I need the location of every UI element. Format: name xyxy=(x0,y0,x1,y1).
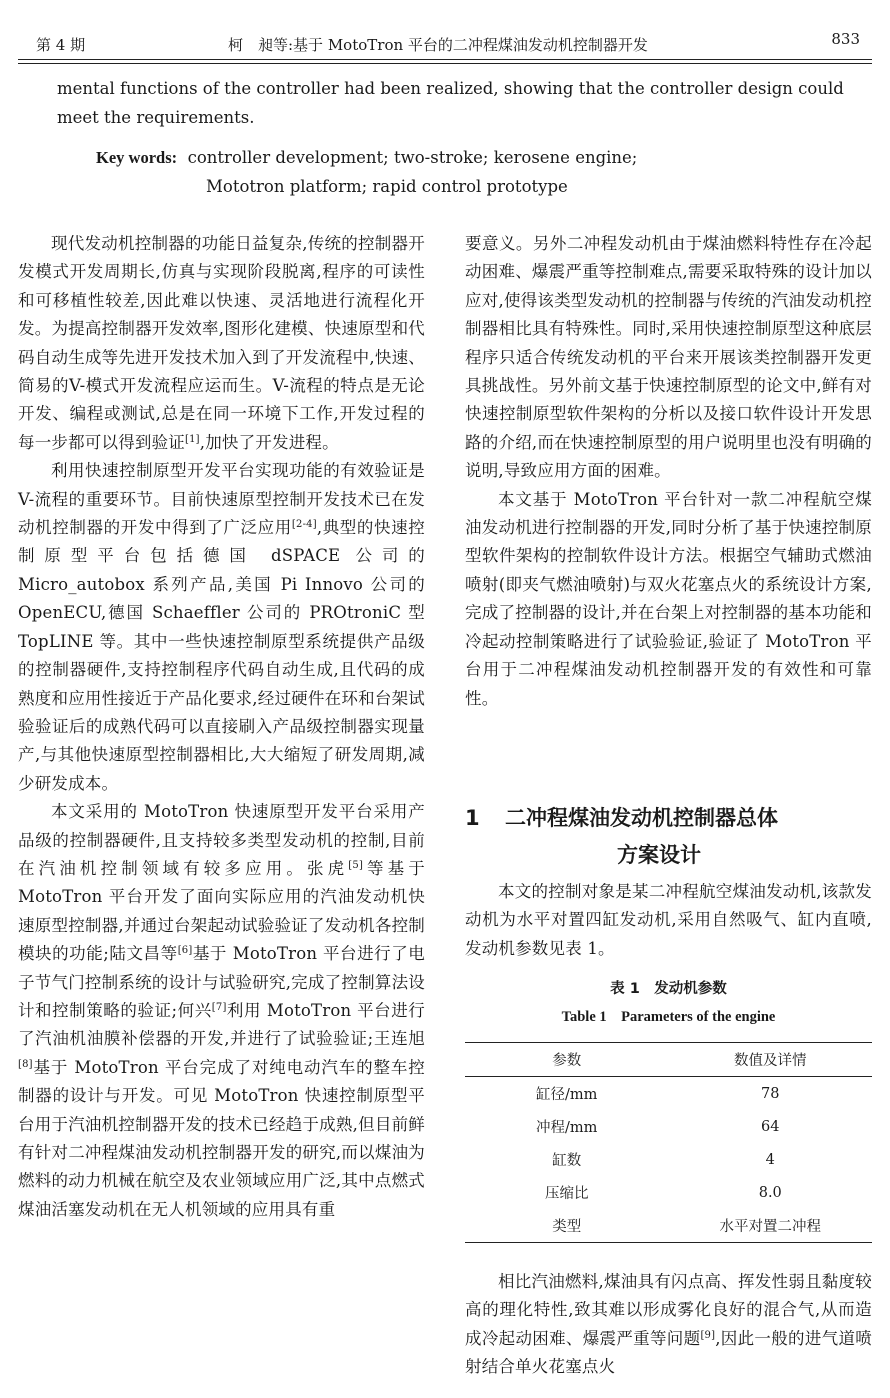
abstract-line: mental functions of the controller had been realized, showing that the controller design could xyxy=(57,79,844,98)
paragraph: 本文基于 MotoTron 平台针对一款二冲程航空煤油发动机进行控制器的开发,同时分析了基于快速控制原型软件架构的控制软件设计方法。根据空气辅助式燃油喷射(即夹气燃油喷射)与双火花塞点火的系统设计方案,完成了控制器的设计,并在台架上对控制器的基本功能和冷起动控制策略进行了试验验证,验证了 MotoTron 平台用于二冲程煤油发动机控制器开发的有效性和可靠性。 xyxy=(465,489,872,708)
section-number: 1 xyxy=(465,806,480,830)
issue-number: 第 4 期 xyxy=(36,36,86,54)
table-header: 参数 xyxy=(552,1053,582,1069)
table-cell: 64 xyxy=(761,1118,780,1135)
running-title: 柯 昶等:基于 MotoTron 平台的二冲程煤油发动机控制器开发 xyxy=(228,36,648,54)
citation: [2-4] xyxy=(291,519,317,531)
header-rule-thick xyxy=(18,59,872,60)
table-row xyxy=(465,1077,872,1111)
section-title: 方案设计 xyxy=(617,843,701,867)
header-rule-thin xyxy=(18,63,872,64)
table-cell: 水平对置二冲程 xyxy=(719,1219,821,1235)
table-cell: 压缩比 xyxy=(545,1186,589,1202)
table-header: 数值及详情 xyxy=(734,1053,807,1069)
section-intro xyxy=(465,878,872,963)
table-cell: 8.0 xyxy=(758,1184,782,1201)
table-row xyxy=(465,1176,872,1209)
table-caption-cn: 表 1 发动机参数 xyxy=(610,981,727,997)
table-row xyxy=(465,1143,872,1176)
citation: [6] xyxy=(177,945,193,957)
section-title: 二冲程煤油发动机控制器总体 xyxy=(505,806,778,830)
citation: [8] xyxy=(18,1058,33,1070)
paragraph: 要意义。另外二冲程发动机由于煤油燃料特性存在冷起动困难、爆震严重等控制难点,需要采取特殊的设计加以应对,使得该类型发动机的控制器与传统的汽油发动机控制器相比具有特殊性。同时,采用快速控制原型这种底层程序只适合传统发动机的平台来开展该类控制器开发更具挑战性。另外前文基于快速控制原型的论文中,鲜有对快速控制原型软件架构的分析以及接口软件设计开发思路的介绍,而在快速控制原型的用户说明里也没有明确的说明,导致应用方面的困难。 xyxy=(465,234,872,481)
citation: [9] xyxy=(700,1329,716,1341)
table-cell: 冲程/mm xyxy=(536,1120,598,1136)
table-cell: 类型 xyxy=(552,1219,582,1235)
body-column-right xyxy=(465,230,872,713)
paragraph: 相比汽油燃料,煤油具有闪点高、挥发性弱且黏度较高的理化特性,致其难以形成雾化良好的混合气,从而造成冷起动困难、爆震严重等问题[9],因此一般的进气道喷射结合单火花塞点火 xyxy=(465,1272,872,1377)
table-header-row xyxy=(465,1043,872,1077)
keywords xyxy=(96,143,856,201)
table-cell: 78 xyxy=(761,1085,780,1102)
engine-parameters-table xyxy=(465,1042,872,1243)
table-cell: 缸数 xyxy=(552,1153,582,1169)
body-column-left xyxy=(18,230,425,1224)
table-caption-en: Table 1 Parameters of the engine xyxy=(561,1009,776,1025)
citation: [7] xyxy=(211,1001,227,1013)
table-row xyxy=(465,1209,872,1243)
paragraph: 本文的控制对象是某二冲程航空煤油发动机,该款发动机为水平对置四缸发动机,采用自然吸气、缸内直喷,发动机参数见表 1。 xyxy=(465,882,872,958)
keywords-line: controller development; two-stroke; kerosene engine; xyxy=(187,148,638,167)
citation: [5] xyxy=(348,859,364,871)
paragraph: 现代发动机控制器的功能日益复杂,传统的控制器开发模式开发周期长,仿真与实现阶段脱离,程序的可读性和可移植性较差,因此难以快速、灵活地进行流程化开发。为提高控制器开发效率,图形化建模、快速原型和代码自动生成等先进开发技术加入到了开发流程中,快速、简易的V-模式开发流程应运而生。V-流程的特点是无论开发、编程或测试,总是在同一环境下工作,开发过程的每一步都可以得到验证[1],加快了开发进程。 xyxy=(18,234,425,452)
running-header xyxy=(18,30,872,58)
keywords-line: Mototron platform; rapid control prototype xyxy=(206,177,568,196)
table-row xyxy=(465,1110,872,1143)
citation: [1] xyxy=(185,433,200,445)
page-number: 833 xyxy=(831,30,860,48)
table-cell: 缸径/mm xyxy=(536,1087,598,1103)
abstract-tail xyxy=(57,74,847,132)
paragraph: 利用快速控制原型开发平台实现功能的有效验证是 V-流程的重要环节。目前快速原型控制开发技术已在发动机控制器的开发中得到了广泛应用[2-4],典型的快速控制原型平台包括德国 dSPACE 公司的 Micro_autobox 系列产品,美国 Pi Innovo 公司的 OpenECU,德国 Schaeffler 公司的 PROtroniC 型 TopLINE 等。其中一些快速控制原型系统提供产品级的控制器硬件,支持控制程序代码自动生成,且代码的成熟度和应用性接近于产品化要求,经过硬件在环和台架试验验证后的成熟代码可以直接刷入产品级控制器实现量产,与其他快速原型控制器相比,大大缩短了研发周期,减少研发成本。 xyxy=(18,461,425,793)
abstract-line: meet the requirements. xyxy=(57,108,255,127)
paragraph: 本文采用的 MotoTron 快速原型开发平台采用产品级的控制器硬件,且支持较多类型发动机的控制,目前在汽油机控制领域有较多应用。张虎[5]等基于 MotoTron 平台开发了面向实际应用的汽油发动机快速原型控制器,并通过台架起动试验验证了发动机各控制模块的功能;陆文昌等[6]基于 MotoTron 平台进行了电子节气门控制系统的设计与试验研究,完成了控制算法设计和控制策略的验证;何兴[7]利用 MotoTron 平台进行了汽油机油膜补偿器的开发,并进行了试验验证;王连旭[8]基于 MotoTron 平台完成了对纯电动汽车的整车控制器的设计与开发。可见 MotoTron 快速控制原型平台用于汽油机控制器开发的技术已经趋于成熟,但目前鲜有针对二冲程煤油发动机控制器开发的研究,而以煤油为燃料的动力机械在航空及农业领域应用广泛,其中点燃式煤油活塞发动机在无人机领域的应用具有重 xyxy=(18,802,426,1219)
table-cell: 4 xyxy=(765,1151,775,1168)
keywords-label: Key words: xyxy=(96,148,178,167)
body-column-right-bottom xyxy=(465,1268,872,1382)
